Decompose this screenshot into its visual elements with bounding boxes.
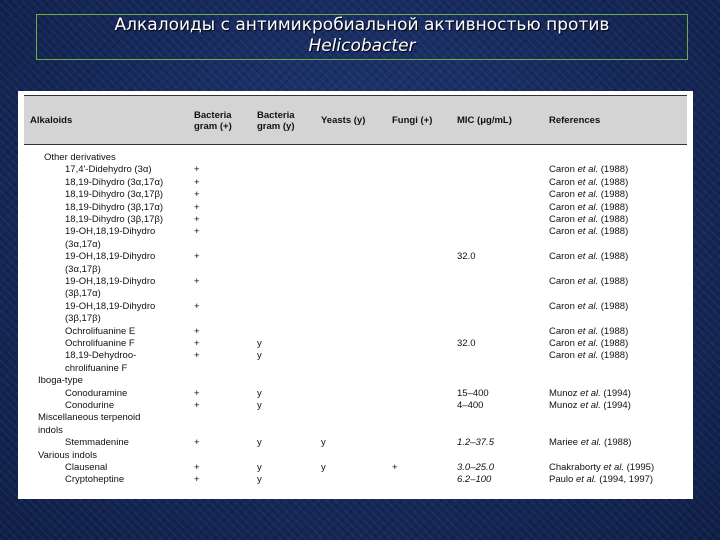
table-row: [24, 177, 684, 189]
gram-y-cell: y: [257, 350, 262, 362]
reference-etal: et al.: [580, 387, 601, 399]
alkaloid-name: 19-OH,18,19-Dihydro: [65, 300, 156, 312]
yeasts-cell: y: [321, 462, 326, 473]
reference-author: Caron: [549, 325, 575, 337]
reference-etal: et al.: [577, 201, 599, 213]
reference-year: (1988): [600, 214, 629, 225]
mic-cell: 6.2–100: [457, 474, 492, 486]
gram-pos-cell: +: [194, 176, 200, 188]
reference-year: (1994): [603, 387, 631, 399]
header-gram-y-line2: gram (y): [257, 121, 295, 132]
table-row: [24, 214, 684, 226]
reference-etal: et al.: [577, 189, 599, 201]
table-row: [24, 202, 684, 214]
reference-author: Caron: [549, 226, 575, 238]
reference-etal: et al.: [577, 164, 599, 176]
reference-author: Caron: [549, 164, 575, 176]
reference-author: Caron: [549, 338, 575, 349]
reference-year: (1988): [600, 338, 629, 349]
table-row: [24, 338, 684, 350]
reference-etal: et al.: [577, 325, 599, 337]
alkaloid-name: Miscellaneous terpenoid: [38, 412, 141, 424]
alkaloid-name: 18,19-Dihydro (3β,17α): [65, 201, 164, 213]
reference-author: Mariee: [549, 437, 579, 449]
alkaloid-name: Stemmadenine: [65, 437, 129, 449]
alkaloid-name: Conodurine: [65, 400, 115, 411]
alkaloid-name: Conoduramine: [65, 387, 128, 399]
reference-year: (1988): [600, 276, 629, 287]
fungi-cell: +: [392, 462, 398, 473]
reference-etal: et al.: [577, 300, 599, 312]
alkaloid-name: Ochrolifuanine F: [65, 338, 135, 349]
reference-etal: et al.: [580, 400, 601, 411]
reference-author: Caron: [549, 214, 575, 225]
alkaloid-name: (3α,17α): [65, 238, 101, 250]
reference-year: (1988): [600, 325, 629, 337]
gram-y-cell: y: [257, 400, 262, 411]
reference-cell: [549, 350, 628, 362]
table-row: [24, 350, 684, 362]
gram-pos-cell: +: [194, 338, 200, 349]
alkaloid-name: (3β,17α): [65, 288, 101, 300]
reference-etal: et al.: [577, 338, 599, 349]
reference-etal: et al.: [577, 176, 599, 188]
alkaloid-name: 19-OH,18,19-Dihydro: [65, 251, 156, 263]
alkaloid-name: Various indols: [38, 449, 97, 461]
table-row: [24, 313, 684, 325]
reference-cell: [549, 177, 628, 189]
reference-cell: [549, 400, 631, 412]
mic-cell: 4–400: [457, 400, 484, 411]
reference-year: (1988): [600, 164, 629, 176]
table-row: [24, 251, 684, 263]
table-header: [24, 96, 687, 145]
alkaloid-name: indols: [38, 424, 63, 436]
header-gram-pos: [194, 110, 232, 132]
alkaloid-name: 17,4'-Didehydro (3α): [65, 164, 152, 176]
reference-author: Caron: [549, 176, 575, 188]
reference-cell: [549, 301, 628, 313]
mic-cell: 32.0: [457, 251, 476, 263]
table-row: [24, 301, 684, 313]
reference-cell: [549, 326, 628, 338]
header-fungi: Fungi (+): [392, 115, 433, 126]
reference-cell: [549, 338, 628, 350]
header-alkaloids: Alkaloids: [30, 115, 73, 126]
table-row: [24, 164, 684, 176]
reference-cell: [549, 164, 628, 176]
reference-author: Paulo: [549, 474, 574, 486]
alkaloid-name: (3β,17β): [65, 313, 101, 325]
reference-etal: et al.: [577, 226, 599, 238]
gram-y-cell: y: [257, 474, 262, 486]
gram-pos-cell: +: [194, 474, 200, 486]
header-gram-pos-line2: gram (+): [194, 121, 232, 132]
gram-pos-cell: +: [194, 201, 200, 213]
reference-year: (1988): [600, 226, 629, 238]
gram-y-cell: y: [257, 338, 262, 349]
alkaloid-name: 18,19-Dihydro (3α,17α): [65, 176, 164, 188]
reference-cell: [549, 189, 628, 201]
gram-pos-cell: +: [194, 189, 200, 201]
gram-y-cell: y: [257, 462, 262, 473]
slide-title: [36, 14, 688, 60]
table-row: [24, 288, 684, 300]
alkaloid-name: 19-OH,18,19-Dihydro: [65, 226, 156, 238]
reference-year: (1988): [600, 176, 629, 188]
header-gram-pos-line1: Bacteria: [194, 110, 232, 121]
gram-pos-cell: +: [194, 325, 200, 337]
table-row: [24, 189, 684, 201]
reference-year: (1988): [600, 189, 629, 201]
reference-author: Caron: [549, 276, 575, 287]
reference-etal: et al.: [580, 437, 602, 449]
reference-etal: et al.: [575, 474, 597, 486]
table-row: [24, 276, 684, 288]
table-row: [24, 264, 684, 276]
reference-cell: [549, 251, 628, 263]
reference-cell: [549, 202, 628, 214]
gram-pos-cell: +: [194, 276, 200, 287]
reference-cell: [549, 276, 628, 288]
header-references: References: [549, 115, 601, 126]
category-row: [24, 450, 684, 462]
header-gram-y: [257, 110, 295, 132]
reference-etal: et al.: [603, 462, 624, 473]
alkaloid-name: 18,19-Dehydroo-: [65, 350, 137, 362]
table-row: [24, 437, 684, 449]
slide-title-line2: Helicobacter: [308, 36, 416, 56]
reference-year: (1988): [600, 251, 629, 263]
mic-cell: 15–400: [457, 387, 489, 399]
alkaloid-name: 19-OH,18,19-Dihydro: [65, 276, 156, 287]
gram-pos-cell: +: [194, 462, 200, 473]
reference-author: Caron: [549, 350, 575, 362]
table-row: [24, 462, 684, 474]
alkaloid-name: chrolifuanine F: [65, 362, 128, 374]
reference-year: (1988): [600, 300, 629, 312]
alkaloid-name: 18,19-Dihydro (3α,17β): [65, 189, 164, 201]
mic-cell: 3.0–25.0: [457, 462, 494, 473]
category-row: [24, 425, 684, 437]
reference-cell: [549, 214, 628, 226]
gram-pos-cell: +: [194, 350, 200, 362]
gram-pos-cell: +: [194, 387, 200, 399]
reference-cell: [549, 474, 653, 486]
gram-pos-cell: +: [194, 164, 200, 176]
reference-year: (1988): [600, 201, 629, 213]
slide-title-line1: Алкалоиды с антимикробиальной активностью против: [114, 15, 610, 35]
table-row: [24, 226, 684, 238]
gram-y-cell: y: [257, 387, 262, 399]
table-row: [24, 363, 684, 375]
alkaloid-name: (3α,17β): [65, 263, 101, 275]
header-mic: MIC (μg/mL): [457, 115, 512, 126]
mic-cell: 32.0: [457, 338, 476, 349]
gram-pos-cell: +: [194, 437, 200, 449]
reference-year: (1995): [626, 462, 655, 473]
reference-author: Caron: [549, 251, 575, 263]
reference-year: (1988): [600, 350, 629, 362]
header-yeasts: Yeasts (y): [321, 115, 366, 126]
header-gram-y-line1: Bacteria: [257, 110, 295, 121]
table-row: [24, 400, 684, 412]
alkaloid-name: 18,19-Dihydro (3β,17β): [65, 214, 164, 225]
reference-etal: et al.: [577, 276, 599, 287]
reference-year: (1994): [603, 400, 631, 411]
table-image: [18, 91, 693, 499]
alkaloid-name: Clausenal: [65, 462, 108, 473]
gram-y-cell: y: [257, 437, 262, 449]
alkaloid-name: Other derivatives: [44, 152, 116, 163]
table-row: [24, 239, 684, 251]
reference-etal: et al.: [577, 214, 599, 225]
mic-cell: 1.2–37.5: [457, 437, 494, 449]
reference-author: Munoz: [549, 387, 578, 399]
alkaloid-name: Ochrolifuanine E: [65, 325, 136, 337]
category-row: [24, 152, 684, 164]
reference-cell: [549, 226, 628, 238]
table-row: [24, 474, 684, 486]
alkaloid-name: Cryptoheptine: [65, 474, 125, 486]
reference-author: Caron: [549, 201, 575, 213]
reference-author: Caron: [549, 189, 575, 201]
reference-year: (1988): [603, 437, 632, 449]
alkaloid-name: Iboga-type: [38, 375, 83, 387]
reference-author: Munoz: [549, 400, 578, 411]
gram-pos-cell: +: [194, 214, 200, 225]
category-row: [24, 375, 684, 387]
reference-year: (1994, 1997): [599, 474, 654, 486]
table-row: [24, 388, 684, 400]
gram-pos-cell: +: [194, 300, 200, 312]
reference-author: Chakraborty: [549, 462, 601, 473]
reference-cell: [549, 462, 654, 474]
reference-author: Caron: [549, 300, 575, 312]
gram-pos-cell: +: [194, 251, 200, 263]
reference-etal: et al.: [577, 251, 599, 263]
table-row: [24, 326, 684, 338]
yeasts-cell: y: [321, 437, 326, 449]
category-row: [24, 412, 684, 424]
reference-etal: et al.: [577, 350, 599, 362]
reference-cell: [549, 388, 631, 400]
gram-pos-cell: +: [194, 400, 200, 411]
reference-cell: [549, 437, 631, 449]
gram-pos-cell: +: [194, 226, 200, 238]
